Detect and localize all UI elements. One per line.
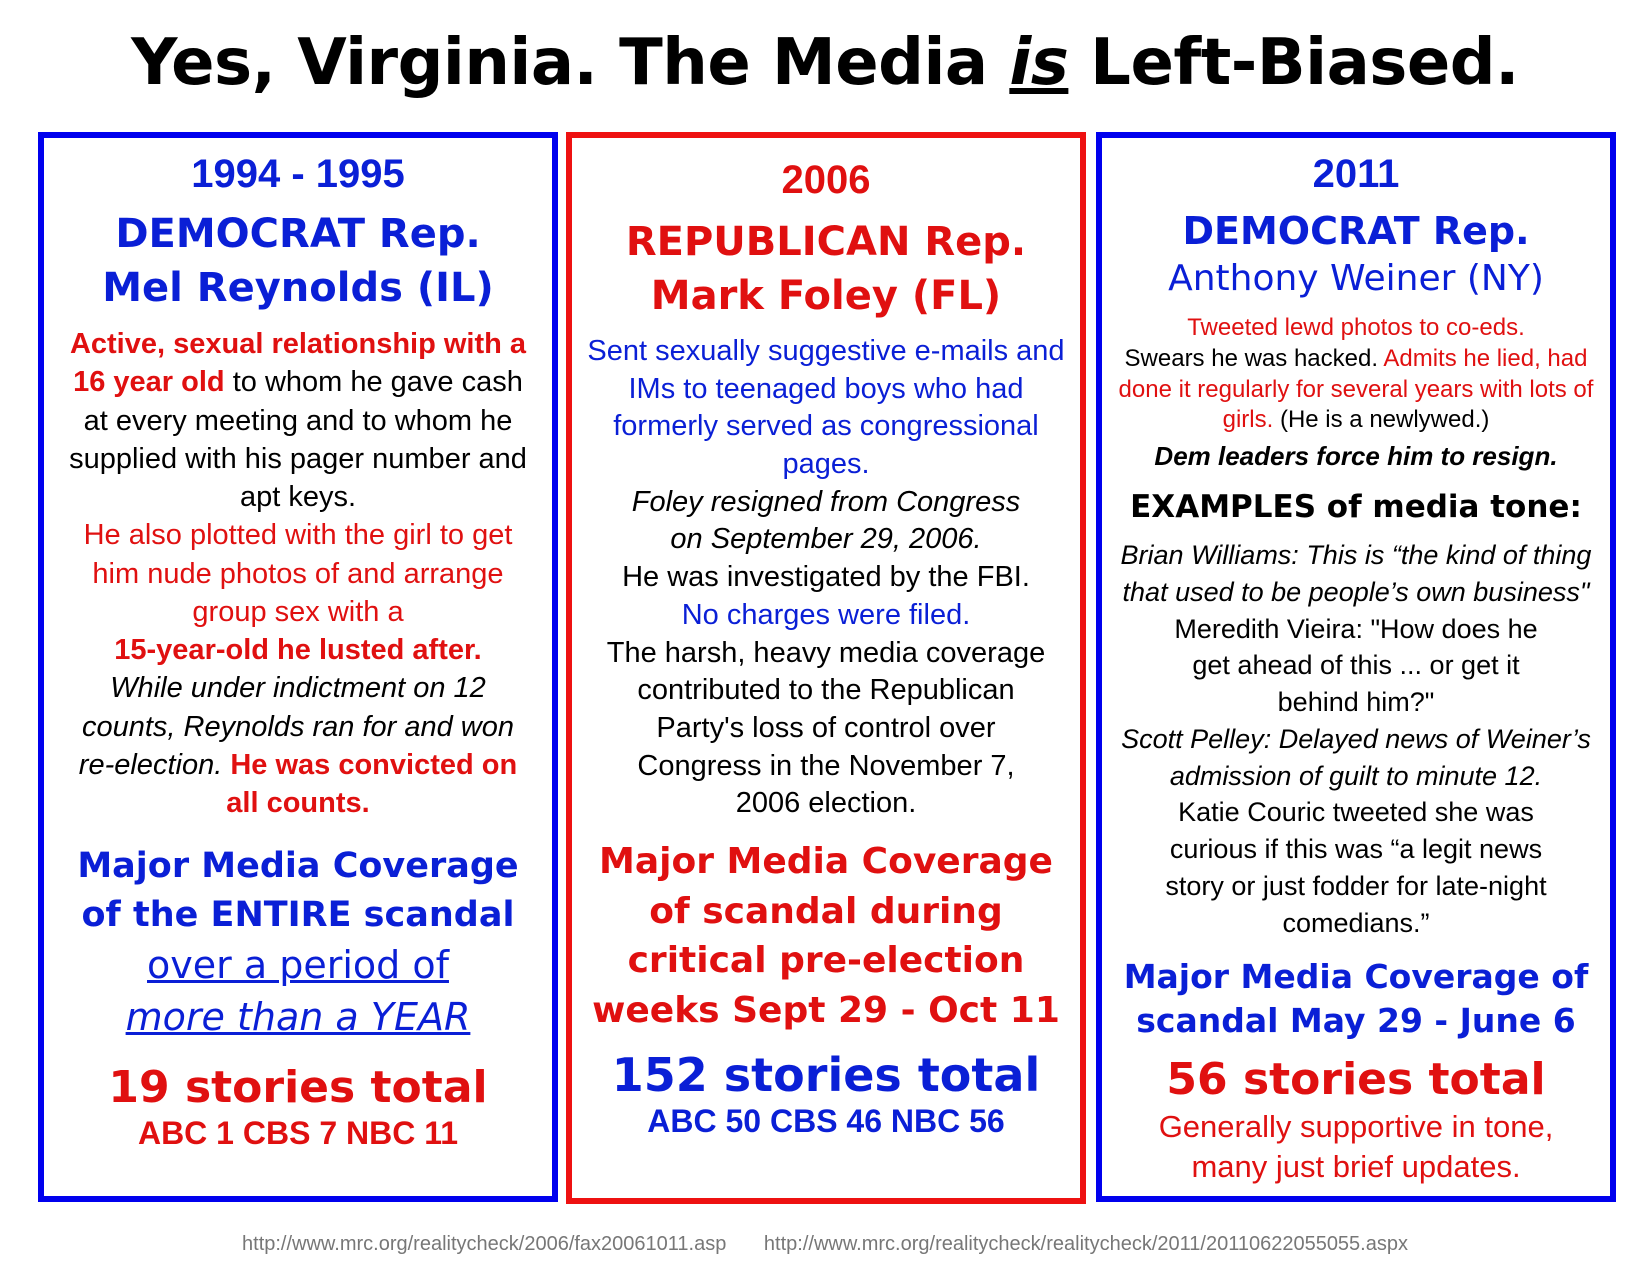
coverage-line: of scandal during [649, 890, 1003, 932]
source-url-2006[interactable]: http://www.mrc.org/realitycheck/2006/fax20061011.asp [242, 1233, 727, 1255]
desc-resign: Dem leaders force him to resign. [1154, 441, 1558, 472]
story-total: 56 stories total [1166, 1054, 1546, 1106]
coverage-period: over a period of [147, 943, 449, 988]
coverage-line: weeks Sept 29 - Oct 11 [592, 989, 1060, 1031]
story-total: 152 stories total [611, 1047, 1041, 1102]
party-label: DEMOCRAT Rep. [115, 211, 481, 257]
party-label: DEMOCRAT Rep. [1182, 209, 1530, 253]
quote-pelley: Scott Pelley: Delayed news of Weiner’s admission of guilt to minute 12. [1121, 723, 1591, 791]
panel-weiner [1096, 132, 1616, 1202]
source-links [0, 1233, 1650, 1256]
party-label: REPUBLICAN Rep. [625, 219, 1027, 265]
desc-hacked: Swears he was hacked. [1124, 344, 1378, 372]
coverage-line: Major Media Coverage [77, 846, 519, 887]
examples-heading: EXAMPLES of media tone: [1130, 489, 1582, 526]
panel-year: 2011 [1312, 152, 1400, 196]
desc-admission: Admits he lied, had done it regularly for several years with lots of girls. [1118, 344, 1594, 434]
coverage-line: Major Media Coverage [599, 840, 1053, 882]
network-counts: ABC 50 CBS 46 NBC 56 [647, 1102, 1005, 1139]
coverage-heading [1102, 955, 1610, 1042]
desc-tweets: Tweeted lewd photos to co-eds. [1187, 314, 1525, 342]
desc-impact: The harsh, heavy media coverage contributed to the Republican Party's loss of control over Congress in the November 7, 2006 election. [606, 636, 1046, 820]
media-quotes [1116, 537, 1596, 941]
scandal-description [62, 325, 534, 822]
scandal-description [582, 333, 1070, 823]
coverage-heading [572, 837, 1080, 1036]
quote-couric: Katie Couric tweeted she was curious if this was “a legit news story or just fodder for late-night comedians.” [1165, 797, 1547, 938]
coverage-line: critical pre-election [627, 940, 1025, 982]
story-total: 19 stories total [108, 1061, 488, 1113]
politician-name: Mel Reynolds (IL) [102, 265, 494, 311]
title-emphasis: is [1009, 26, 1069, 100]
coverage-duration: more than a YEAR [125, 995, 471, 1040]
coverage-line: Major Media Coverage of [1123, 957, 1589, 997]
desc-highlight: Active, sexual relationship with a 16 year old [69, 328, 527, 399]
desc-victim: 15-year-old he lusted after. [114, 634, 482, 667]
desc-no-charges: No charges were filed. [681, 598, 971, 631]
desc-text: Sent sexually suggestive e-mails and IMs to teenaged boys who had formerly served as congressional pages. [587, 335, 1065, 481]
title-text-1: Yes, Virginia. The Media [131, 26, 1010, 100]
coverage-line: of the ENTIRE scandal [81, 894, 515, 935]
desc-plot: He also plotted with the girl to get him nude photos of and arrange group sex with a [83, 519, 513, 628]
politician-name: Mark Foley (FL) [650, 273, 1002, 319]
desc-text: to whom he gave cash at every meeting and to whom he supplied with his pager number and apt keys. [69, 366, 527, 514]
coverage-heading [44, 842, 552, 1043]
desc-newlywed: (He is a newlywed.) [1273, 406, 1490, 434]
politician-name: Anthony Weiner (NY) [1168, 258, 1544, 300]
network-counts: ABC 1 CBS 7 NBC 11 [137, 1114, 459, 1151]
page-title [0, 28, 1650, 98]
desc-investigation: He was investigated by the FBI. [622, 561, 1030, 594]
title-text-2: Left-Biased. [1068, 26, 1519, 100]
panel-reynolds [38, 132, 558, 1202]
source-url-2011[interactable]: http://www.mrc.org/realitycheck/realitycheck/2011/20110622055055.aspx [763, 1233, 1408, 1255]
quote-williams: Brian Williams: This is “the kind of thing that used to be people’s own business" [1120, 540, 1592, 608]
desc-indictment: While under indictment on 12 counts, Reynolds ran for and won re-election. [78, 672, 515, 781]
quote-vieira: Meredith Vieira: "How does he get ahead of this ... or get it behind him?" [1174, 613, 1538, 718]
desc-conviction: He was convicted on all counts. [222, 748, 518, 820]
panel-foley [566, 132, 1086, 1204]
coverage-line: scandal May 29 - June 6 [1136, 1000, 1576, 1040]
desc-resignation: Foley resigned from Congress on September 29, 2006. [631, 485, 1021, 556]
scandal-description [1116, 313, 1596, 473]
panel-year: 2006 [781, 158, 871, 202]
coverage-summary: Generally supportive in tone, many just brief updates. [1158, 1109, 1554, 1185]
panel-year: 1994 - 1995 [191, 152, 405, 196]
